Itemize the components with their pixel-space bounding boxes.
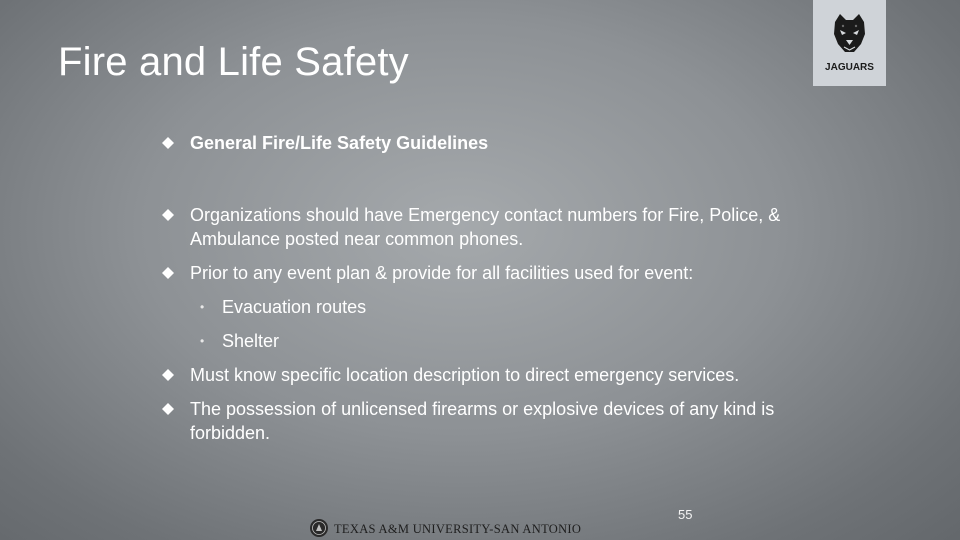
dot-bullet-icon: • xyxy=(200,334,205,348)
footer-branding xyxy=(309,516,582,540)
sub-bullet-item xyxy=(200,329,782,353)
bullet-text: Must know specific location description to direct emergency services. xyxy=(190,365,740,385)
diamond-bullet-icon xyxy=(162,209,174,221)
diamond-bullet-icon xyxy=(162,137,174,149)
diamond-bullet-icon xyxy=(162,403,174,415)
sub-bullet-text: Evacuation routes xyxy=(222,297,367,317)
sub-bullet-text: Shelter xyxy=(222,331,280,351)
sub-bullet-item xyxy=(200,295,782,319)
bullet-item xyxy=(190,363,810,387)
diamond-bullet-icon xyxy=(162,267,174,279)
bullet-text: Prior to any event plan & provide for all facilities used for event: xyxy=(190,263,694,283)
bullet-item xyxy=(190,397,810,445)
diamond-bullet-icon xyxy=(162,369,174,381)
bullet-item xyxy=(190,261,810,285)
university-seal-icon xyxy=(309,518,329,538)
slide-title: Fire and Life Safety xyxy=(58,40,409,84)
footer-text: TEXAS A&M UNIVERSITY-SAN ANTONIO xyxy=(334,522,582,536)
bullet-text: Organizations should have Emergency contact numbers for Fire, Police, & Ambulance posted near common phones. xyxy=(190,205,781,249)
dot-bullet-icon: • xyxy=(200,300,205,314)
page-number: 55 xyxy=(678,507,693,522)
bullet-item xyxy=(190,131,810,155)
bullet-item xyxy=(190,203,810,251)
bullet-text: General Fire/Life Safety Guidelines xyxy=(190,133,489,153)
logo-wordmark: JAGUARS xyxy=(825,62,874,73)
bullet-text: The possession of unlicensed firearms or explosive devices of any kind is forbidden. xyxy=(190,399,775,443)
